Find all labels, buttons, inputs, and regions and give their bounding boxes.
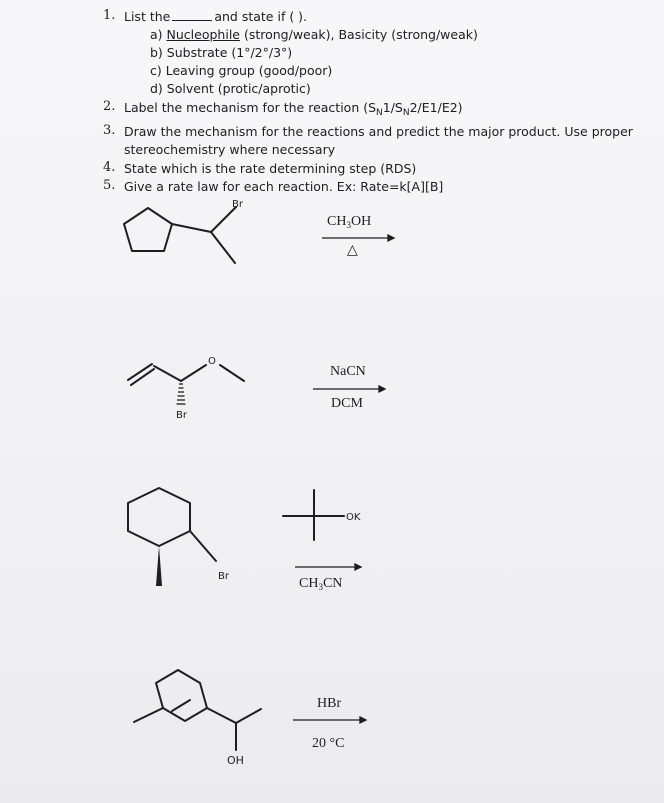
r1-reagent (327, 214, 371, 233)
r2-o-label: O (208, 356, 216, 367)
r1-heat-symbol: △ (347, 242, 358, 258)
bond-to-ch2 (181, 365, 206, 381)
r3-solvent (299, 576, 342, 595)
r3-ok-label: OK (346, 512, 361, 523)
q2-number: 2. (103, 99, 116, 114)
ring-double-bond (172, 700, 190, 711)
q1c-label: c) (150, 63, 162, 78)
bond-ring-to-carbon (172, 224, 211, 232)
q4-number: 4. (103, 160, 116, 175)
r1-reagent-tail: OH (350, 214, 372, 229)
r3-solvent-sub: 3 (318, 582, 323, 592)
r4-oh-label: OH (227, 754, 244, 767)
r2-solvent: DCM (331, 396, 363, 411)
reaction3-structure (128, 488, 216, 561)
r3-solvent-main: CH (299, 576, 319, 591)
hashed-wedge-br (177, 384, 186, 404)
bond-to-br (190, 531, 216, 561)
q1c-text: Leaving group (good/poor) (165, 63, 333, 78)
q2-mid: 1/S (382, 100, 403, 115)
bond-methyl-down (211, 232, 235, 263)
r4-reagent: HBr (317, 696, 342, 711)
r2-br-label: Br (176, 410, 187, 421)
r2-reagent: NaCN (330, 364, 366, 379)
q1d-label: d) (150, 81, 163, 96)
q2-text-b: 2/E1/E2) (409, 100, 463, 115)
r1-br-label: Br (232, 199, 243, 210)
q5-text: Give a rate law for each reaction. Ex: Rate=k[A][B] (124, 179, 444, 194)
q3-line1: Draw the mechanism for the reactions and predict the major product. Use proper (124, 124, 633, 139)
reaction2-arrow (313, 386, 385, 392)
q1-text-b: and state if ( ). (214, 9, 308, 24)
cyclopentane-ring (124, 208, 172, 251)
reaction3-arrow (295, 564, 361, 570)
r1-reagent-sub: 3 (346, 220, 351, 230)
r1-reagent-main: CH (327, 214, 347, 229)
q3-line2: stereochemistry where necessary (124, 142, 336, 157)
q1b-text: Substrate (1°/2°/3°) (166, 45, 293, 60)
q4-text: State which is the rate determining step (RDS) (124, 161, 417, 176)
cyclohexene-ring (156, 670, 207, 721)
reaction1-structure (124, 207, 236, 263)
q2-text-a: Label the mechanism for the reaction (S (124, 100, 377, 115)
q2-sub1: N (376, 108, 383, 118)
q1a-rest: (strong/weak), Basicity (strong/weak) (239, 27, 478, 42)
bond-to-stereocenter (154, 366, 181, 381)
bond-ring-to-carbinol (207, 708, 236, 723)
reaction1-arrow (322, 235, 394, 241)
q1-number: 1. (103, 8, 116, 23)
q3-number: 3. (103, 123, 116, 138)
r4-condition: 20 °C (312, 736, 345, 751)
bond-ring-methyl (134, 708, 163, 722)
q2-sub2: N (402, 108, 410, 118)
q1a-nucleophile: Nucleophile (166, 27, 240, 42)
q1d-text: Solvent (protic/aprotic) (166, 81, 311, 96)
tert-butoxide-structure (283, 490, 344, 540)
reaction2-structure (128, 364, 244, 385)
wedge-methyl (156, 546, 162, 586)
r3-br-label: Br (218, 571, 229, 582)
cyclohexane-ring (128, 488, 190, 546)
reaction4-structure (134, 670, 261, 750)
q5-number: 5. (103, 178, 116, 193)
bond-o-methyl (220, 365, 244, 381)
q1-text-a: List the (124, 9, 171, 24)
q1a-label: a) (150, 27, 163, 42)
q1b-label: b) (150, 45, 163, 60)
bond-carbinol-methyl (236, 709, 261, 723)
reaction4-arrow (293, 717, 366, 723)
r3-solvent-tail: CN (322, 576, 343, 591)
